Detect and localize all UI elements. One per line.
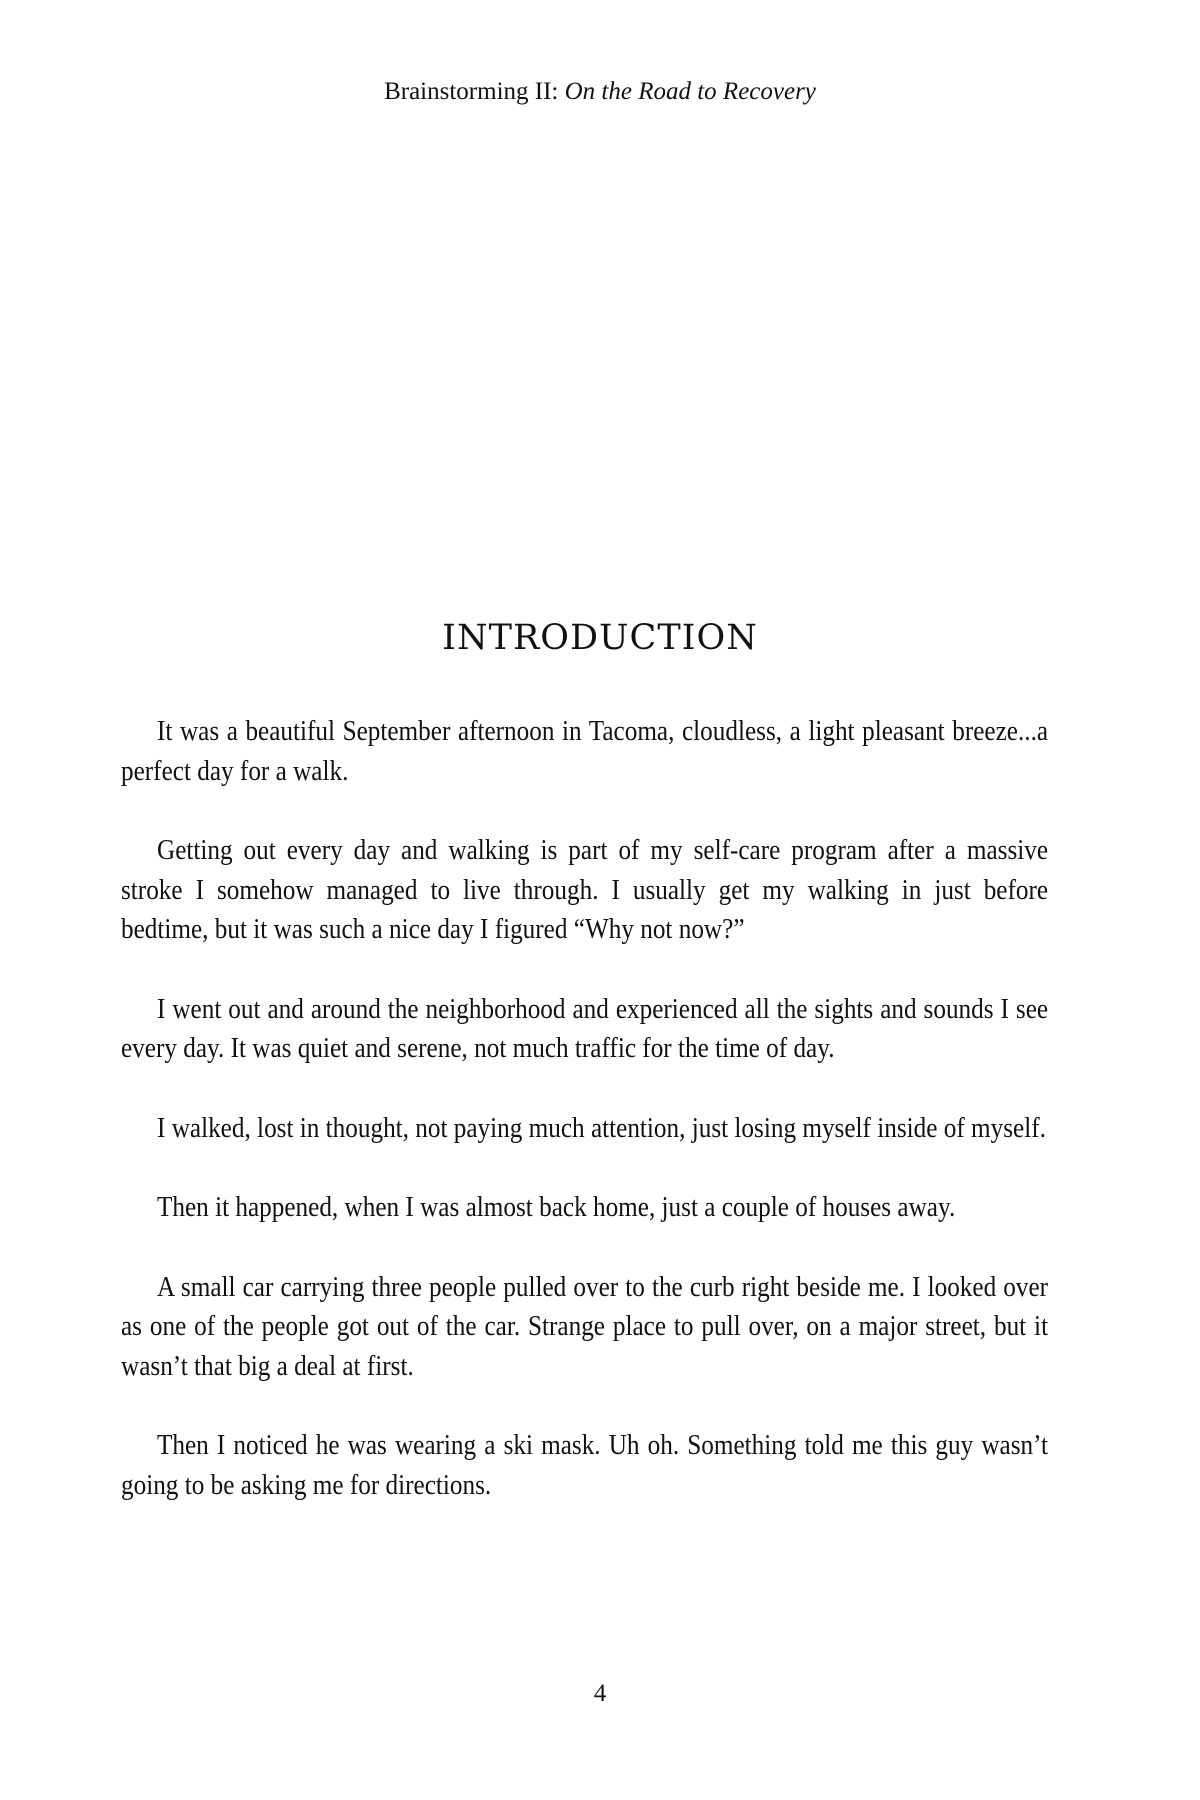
chapter-body: [121, 712, 1049, 1545]
paragraph: I walked, lost in thought, not paying much attention, just losing myself inside of myself.: [157, 1112, 1046, 1144]
chapter-title: INTRODUCTION: [442, 618, 758, 658]
paragraph: Then I noticed he was wearing a ski mask. Uh oh. Something told me this guy wasn’t going to be asking me for directions.: [121, 1430, 1049, 1501]
paragraph: I went out and around the neighborhood and experienced all the sights and sounds I see every day. It was quiet and serene, not much traffic for the time of day.: [121, 993, 1049, 1064]
running-header: [0, 78, 1200, 106]
paragraph: A small car carrying three people pulled over to the curb right beside me. I looked over as one of the people got out of the car. Strange place to pull over, on a major street, but it wasn’t that big a deal at first.: [121, 1271, 1049, 1382]
paragraph: It was a beautiful September afternoon in Tacoma, cloudless, a light pleasant breeze...a perfect day for a walk.: [121, 716, 1049, 787]
paragraph: Then it happened, when I was almost back home, just a couple of houses away.: [157, 1192, 956, 1223]
page-number: 4: [593, 1680, 607, 1707]
book-title: Brainstorming II:: [384, 78, 559, 105]
paragraph: Getting out every day and walking is part of my self-care program after a massive stroke I somehow managed to live through. I usually get my walking in just before bedtime, but it was such a nice day I figured “Why not now?”: [121, 835, 1049, 945]
book-subtitle: On the Road to Recovery: [564, 78, 816, 105]
